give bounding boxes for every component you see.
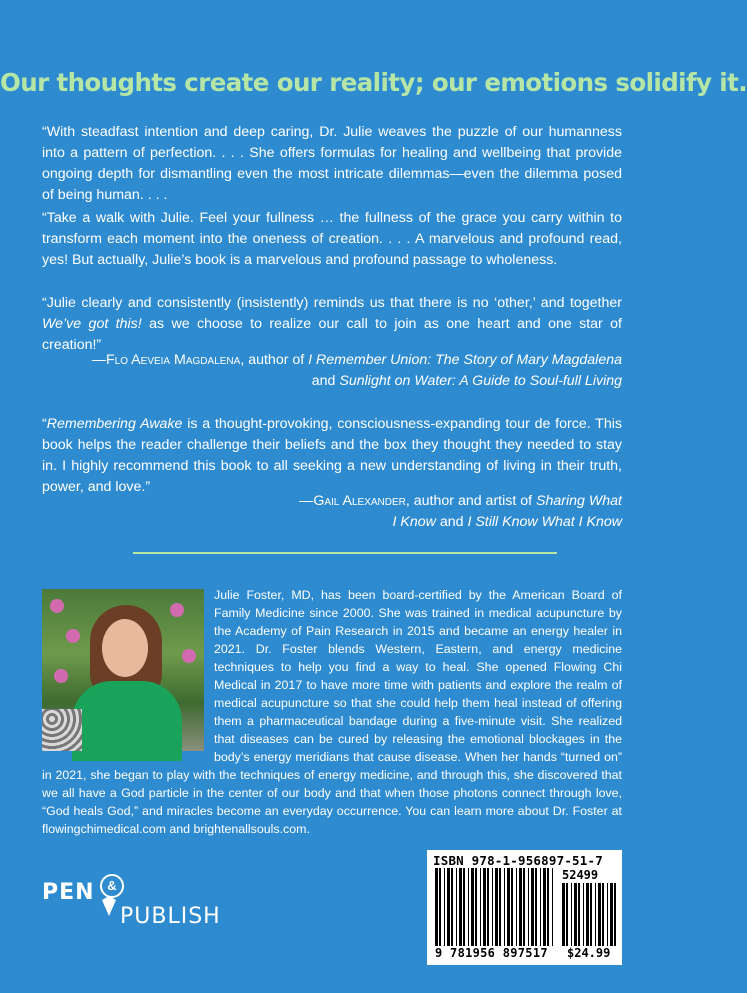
headline: Our thoughts create our reality; our emotions solidify it.	[0, 68, 747, 97]
publisher-logo: PEN & PUBLISH	[42, 880, 242, 930]
attribution-1: —Flo Aeveia Magdalena, author of I Remember Union: The Story of Mary Magdalena and Sunlight on Water: A Guide to Soul-full Living	[91, 352, 622, 389]
attribution-2: —Gail Alexander, author and artist of Sharing What I Know and I Still Know What I Know	[299, 493, 622, 530]
divider-line	[133, 552, 557, 554]
quote-1: “With steadfast intention and deep caring, Dr. Julie weaves the puzzle of our humanness into a pattern of perfection. . . . She offers formulas for healing and wellbeing that provide ongoing depth for dismantling even the most intricate dilemmas—even the dilemma posed of being human. . . .	[42, 124, 622, 203]
pen-nib-icon	[102, 896, 116, 916]
quote-2: “Take a walk with Julie. Feel your fullness … the fullness of the grace you carry within to transform each moment into the oneness of creation. . . . A marvelous and profound read, yes! But actually, Julie’s book is a marvelous and profound passage to wholeness.	[42, 210, 622, 268]
quote-4: “Remembering Awake is a thought-provoking, consciousness-expanding tour de force. This book helps the reader challenge their beliefs and the box they thought they needed to stay in. I highly recommend this book to all seeking a new understanding of living in their truth, power, and love.”	[42, 416, 622, 495]
isbn-barcode: ISBN 978-1-956897-51-7 52499 9 781956 897517 $24.99	[427, 850, 622, 965]
author-bio: Julie Foster, MD, has been board-certified by the American Board of Family Medicine since 2000. She was trained in medical acupuncture by the Academy of Pain Research in 2015 and became an energy healer in 2021. Dr. Foster blends Western, Eastern, and energy medicine techniques to help you find a way to heal. She opened Flowing Chi Medical in 2017 to have more time with patients and explore the realm of medical acupuncture so that she could help them heal instead of offering them a pharmaceutical bandage during a five-minute visit. She realized that diseases can be cured by releasing the emotional blockages in the body’s energy meridians that cause disease. When her hands “turned on” in 2021, she began to play with the techniques of energy medicine, and through this, she discovered that we all have a God particle in the center of our body and that when those photons connect through love, “God heals God,” and miracles become an everyday occurrence. You can learn more about Dr. Foster at flowingchimedical.com and brightenallsouls.com.	[42, 588, 622, 836]
quote-3: “Julie clearly and consistently (insistently) reminds us that there is no ‘other,’ and together We’ve got this! as we choose to realize our call to join as one heart and one star of creation!”	[42, 295, 623, 353]
